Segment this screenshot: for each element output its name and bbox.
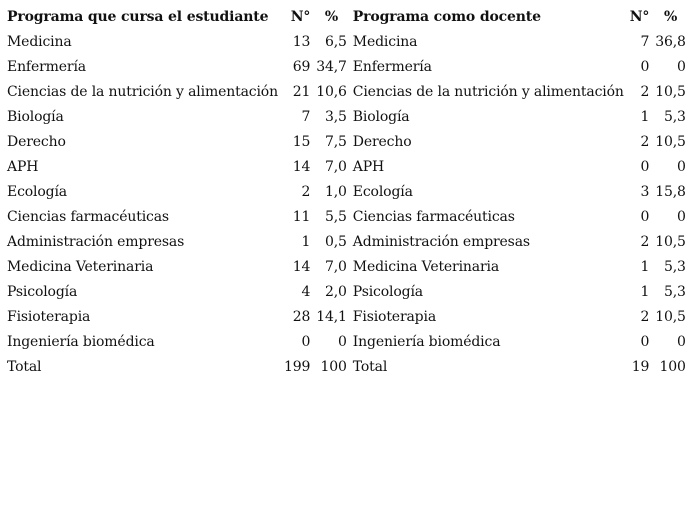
- cell-teacher-percent: 36,8: [655, 34, 686, 50]
- cell-student-percent: 0: [338, 334, 347, 350]
- cell-teacher-program: Administración empresas: [352, 234, 530, 250]
- cell-student-count: 14: [292, 159, 311, 175]
- table-body: [4, 30, 689, 380]
- table-row: [4, 180, 689, 205]
- cell-student-program: Medicina Veterinaria: [7, 259, 154, 275]
- cell-teacher-count: 0: [640, 209, 650, 225]
- cell-teacher-percent: 5,3: [663, 259, 686, 275]
- cell-student-percent: 0,5: [324, 234, 347, 250]
- cell-student-program: Ciencias farmacéuticas: [7, 209, 169, 225]
- cell-student-percent: 34,7: [316, 59, 347, 75]
- cell-student-percent: 2,0: [324, 284, 347, 300]
- cell-teacher-count: 0: [640, 159, 650, 175]
- cell-student-program: Derecho: [7, 134, 66, 150]
- cell-teacher-percent: 15,8: [655, 184, 686, 200]
- cell-teacher-program: Biología: [352, 109, 410, 125]
- cell-teacher-program: Total: [352, 359, 388, 375]
- cell-teacher-percent: 5,3: [663, 109, 686, 125]
- table-row: [4, 255, 689, 280]
- cell-student-count: 11: [292, 209, 311, 225]
- cell-teacher-program: APH: [352, 159, 385, 175]
- table-row: [4, 30, 689, 55]
- cell-student-percent: 14,1: [316, 309, 347, 325]
- cell-student-percent: 7,0: [324, 259, 347, 275]
- table-row: [4, 130, 689, 155]
- cell-teacher-count: 0: [640, 334, 650, 350]
- cell-teacher-percent: 0: [677, 59, 686, 75]
- cell-teacher-percent: 10,5: [655, 84, 686, 100]
- cell-teacher-count: 19: [631, 359, 650, 375]
- cell-student-percent: 7,5: [324, 134, 347, 150]
- cell-teacher-percent: 10,5: [655, 134, 686, 150]
- cell-student-percent: 7,0: [324, 159, 347, 175]
- cell-student-program: Administración empresas: [7, 234, 185, 250]
- table-row: [4, 355, 689, 380]
- cell-student-count: 13: [292, 34, 311, 50]
- cell-student-percent: 100: [320, 359, 347, 375]
- program-distribution-table: [4, 5, 689, 380]
- cell-student-count: 0: [301, 334, 311, 350]
- table-row: [4, 330, 689, 355]
- header-row: [4, 5, 689, 30]
- header-student-count: N°: [290, 9, 311, 25]
- table-row: [4, 230, 689, 255]
- cell-student-program: Ciencias de la nutrición y alimentación: [7, 84, 278, 100]
- cell-student-count: 28: [292, 309, 311, 325]
- cell-teacher-count: 1: [640, 259, 650, 275]
- header-teacher-program: Programa como docente: [352, 9, 541, 25]
- cell-student-percent: 6,5: [324, 34, 347, 50]
- cell-teacher-count: 2: [640, 309, 650, 325]
- cell-student-program: Total: [7, 359, 42, 375]
- table-row: [4, 205, 689, 230]
- cell-student-program: Ingeniería biomédica: [7, 334, 155, 350]
- table-row: [4, 105, 689, 130]
- cell-teacher-program: Fisioterapia: [352, 309, 437, 325]
- header-teacher-count: N°: [629, 9, 650, 25]
- cell-teacher-count: 2: [640, 234, 650, 250]
- cell-teacher-program: Medicina: [352, 34, 418, 50]
- cell-student-count: 14: [292, 259, 311, 275]
- cell-student-program: Medicina: [7, 34, 72, 50]
- cell-student-program: Fisioterapia: [7, 309, 91, 325]
- cell-student-program: Psicología: [7, 284, 78, 300]
- cell-teacher-count: 2: [640, 134, 650, 150]
- cell-student-program: APH: [7, 159, 39, 175]
- cell-teacher-count: 2: [640, 84, 650, 100]
- cell-teacher-count: 1: [640, 109, 650, 125]
- cell-teacher-count: 0: [640, 59, 650, 75]
- cell-teacher-percent: 10,5: [655, 234, 686, 250]
- cell-teacher-count: 7: [640, 34, 650, 50]
- cell-teacher-percent: 0: [677, 334, 686, 350]
- cell-teacher-count: 1: [640, 284, 650, 300]
- cell-student-count: 21: [292, 84, 311, 100]
- cell-teacher-program: Ciencias farmacéuticas: [352, 209, 515, 225]
- cell-student-percent: 3,5: [324, 109, 347, 125]
- cell-teacher-percent: 5,3: [663, 284, 686, 300]
- cell-teacher-count: 3: [640, 184, 650, 200]
- cell-student-count: 7: [301, 109, 311, 125]
- cell-teacher-program: Ciencias de la nutrición y alimentación: [352, 84, 624, 100]
- cell-teacher-program: Psicología: [352, 284, 423, 300]
- cell-teacher-program: Derecho: [352, 134, 412, 150]
- cell-teacher-program: Medicina Veterinaria: [352, 259, 500, 275]
- cell-student-program: Enfermería: [7, 59, 86, 75]
- cell-teacher-percent: 100: [659, 359, 686, 375]
- table-row: [4, 80, 689, 105]
- header-student-program: Programa que cursa el estudiante: [7, 9, 269, 25]
- cell-student-count: 199: [283, 359, 311, 375]
- cell-student-program: Ecología: [7, 184, 67, 200]
- header-teacher-percent: %: [663, 9, 678, 25]
- cell-student-program: Biología: [7, 109, 64, 125]
- table-row: [4, 155, 689, 180]
- cell-student-percent: 1,0: [324, 184, 347, 200]
- cell-student-count: 69: [292, 59, 311, 75]
- cell-student-count: 15: [292, 134, 311, 150]
- table-row: [4, 280, 689, 305]
- cell-student-count: 2: [301, 184, 311, 200]
- cell-student-percent: 5,5: [324, 209, 347, 225]
- table-row: [4, 305, 689, 330]
- table-row: [4, 55, 689, 80]
- cell-teacher-percent: 0: [677, 209, 686, 225]
- cell-student-count: 1: [301, 234, 311, 250]
- header-student-percent: %: [324, 9, 339, 25]
- cell-student-count: 4: [301, 284, 311, 300]
- cell-teacher-program: Ingeniería biomédica: [352, 334, 501, 350]
- cell-student-percent: 10,6: [316, 84, 347, 100]
- cell-teacher-percent: 0: [677, 159, 686, 175]
- cell-teacher-percent: 10,5: [655, 309, 686, 325]
- cell-teacher-program: Enfermería: [352, 59, 432, 75]
- cell-teacher-program: Ecología: [352, 184, 413, 200]
